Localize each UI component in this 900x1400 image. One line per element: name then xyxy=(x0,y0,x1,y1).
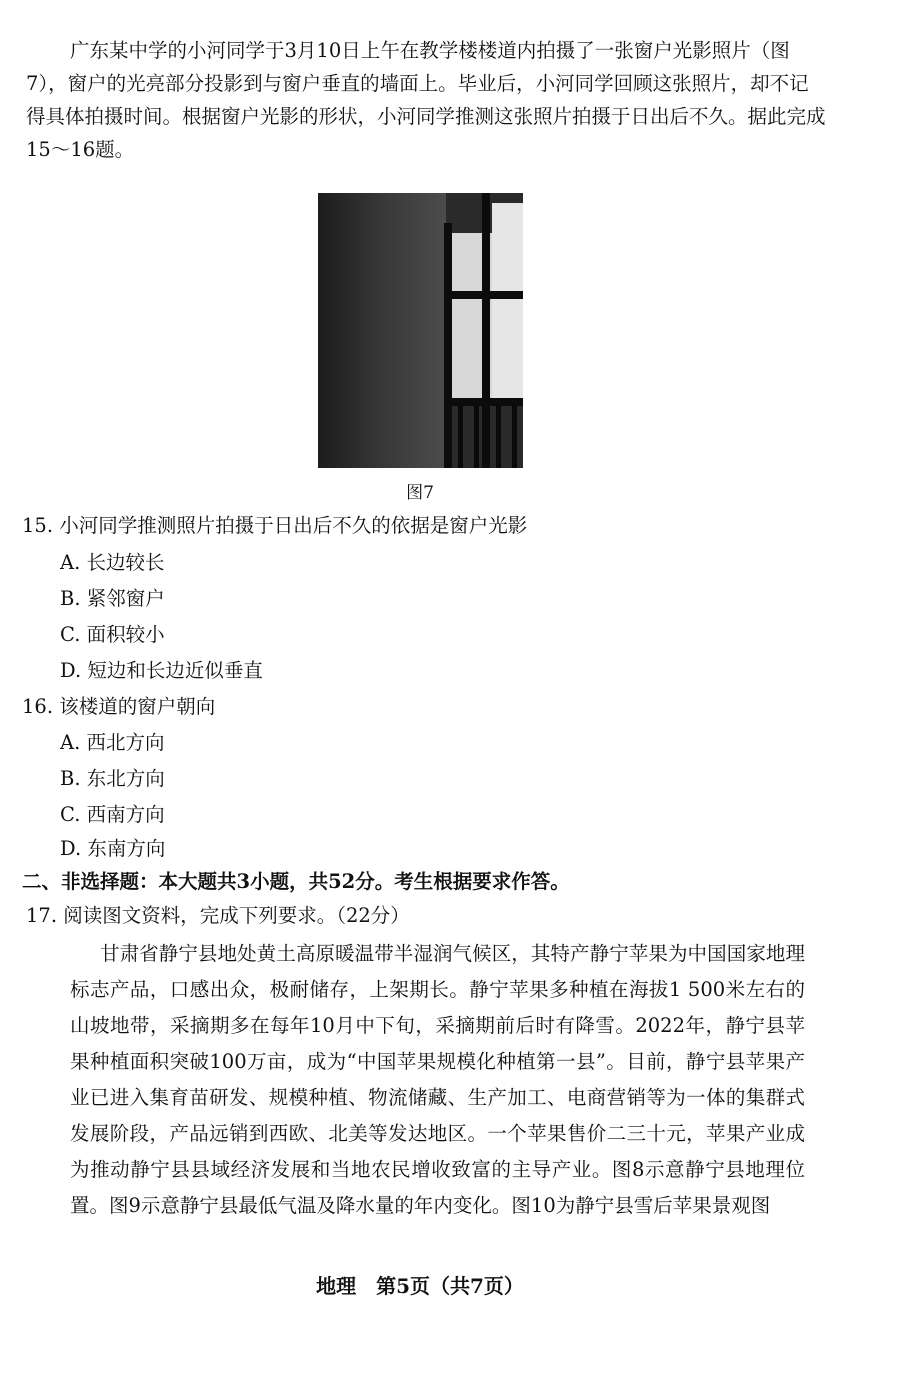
option-15-c: C. 面积较小 xyxy=(60,623,165,646)
question-17-header: 17. 阅读图文资料，完成下列要求。（22分） xyxy=(26,904,410,927)
question-17-material: 甘肃省静宁县地处黄土高原暖温带半湿润气候区，其特产静宁苹果为中国国家地理标志产品，口感出众，极耐储存，上架期长。静宁苹果多种植在海拔1 500米左右的山坡地带，采摘期多在每年10月中下旬，采摘期前后时有降雪。2022年，静宁县苹果种植面积突破100万亩，成为“中国苹果规模化种植第一县”。目前，静宁县苹果产业已进入集育苗研发、规模种植、物流储藏、生产加工、电商营销等为一体的集群式发展阶段，产品远销到西欧、北美等发达地区。一个苹果售价二三十元，苹果产业成为推动静宁县县域经济发展和当地农民增收致富的主导产业。图8示意静宁县地理位置。图9示意静宁县最低气温及降水量的年内变化。图10为静宁县雪后苹果景观图 xyxy=(70,942,805,1217)
photo-window-frame-bar xyxy=(444,291,523,299)
photo-window-frame-mid xyxy=(482,193,490,468)
photo-railing-bar xyxy=(496,403,501,468)
question-16 xyxy=(22,692,215,722)
question-stem: 该楼道的窗户朝向 xyxy=(59,695,216,718)
question-number: 16. xyxy=(22,695,54,718)
figure-caption: 图7 xyxy=(406,483,434,503)
intro-paragraph: 广东某中学的小河同学于3月10日上午在教学楼楼道内拍摄了一张窗户光影照片（图7），窗户的光亮部分投影到与窗户垂直的墙面上。毕业后，小河同学回顾这张照片，却不记得具体拍摄时间。根据窗户光影的形状，小河同学推测这张照片拍摄于日出后不久。据此完成15～16题。 xyxy=(26,39,826,161)
question-stem: 小河同学推测照片拍摄于日出后不久的依据是窗户光影 xyxy=(59,514,528,537)
photo-wall xyxy=(318,193,446,468)
photo-railing-bar xyxy=(474,403,479,468)
photo-railing-bar xyxy=(512,403,517,468)
photo-window-pane-right xyxy=(492,203,523,403)
photo-window-frame-left xyxy=(444,223,452,468)
option-16-b: B. 东北方向 xyxy=(60,767,165,790)
question-15 xyxy=(22,511,527,541)
option-15-a: A. 长边较长 xyxy=(60,551,165,574)
option-15-d: D. 短边和长边近似垂直 xyxy=(60,659,263,682)
window-light-photo xyxy=(318,193,523,468)
option-15-b: B. 紧邻窗户 xyxy=(60,587,165,610)
photo-railing-bar xyxy=(458,403,463,468)
option-16-d: D. 东南方向 xyxy=(60,837,166,860)
page-footer: 地理 第5页（共7页） xyxy=(316,1274,524,1298)
option-16-c: C. 西南方向 xyxy=(60,803,165,826)
question-number: 15. xyxy=(22,514,54,537)
section-heading: 二、非选择题：本大题共3小题，共52分。考生根据要求作答。 xyxy=(22,870,570,893)
option-16-a: A. 西北方向 xyxy=(60,731,165,754)
